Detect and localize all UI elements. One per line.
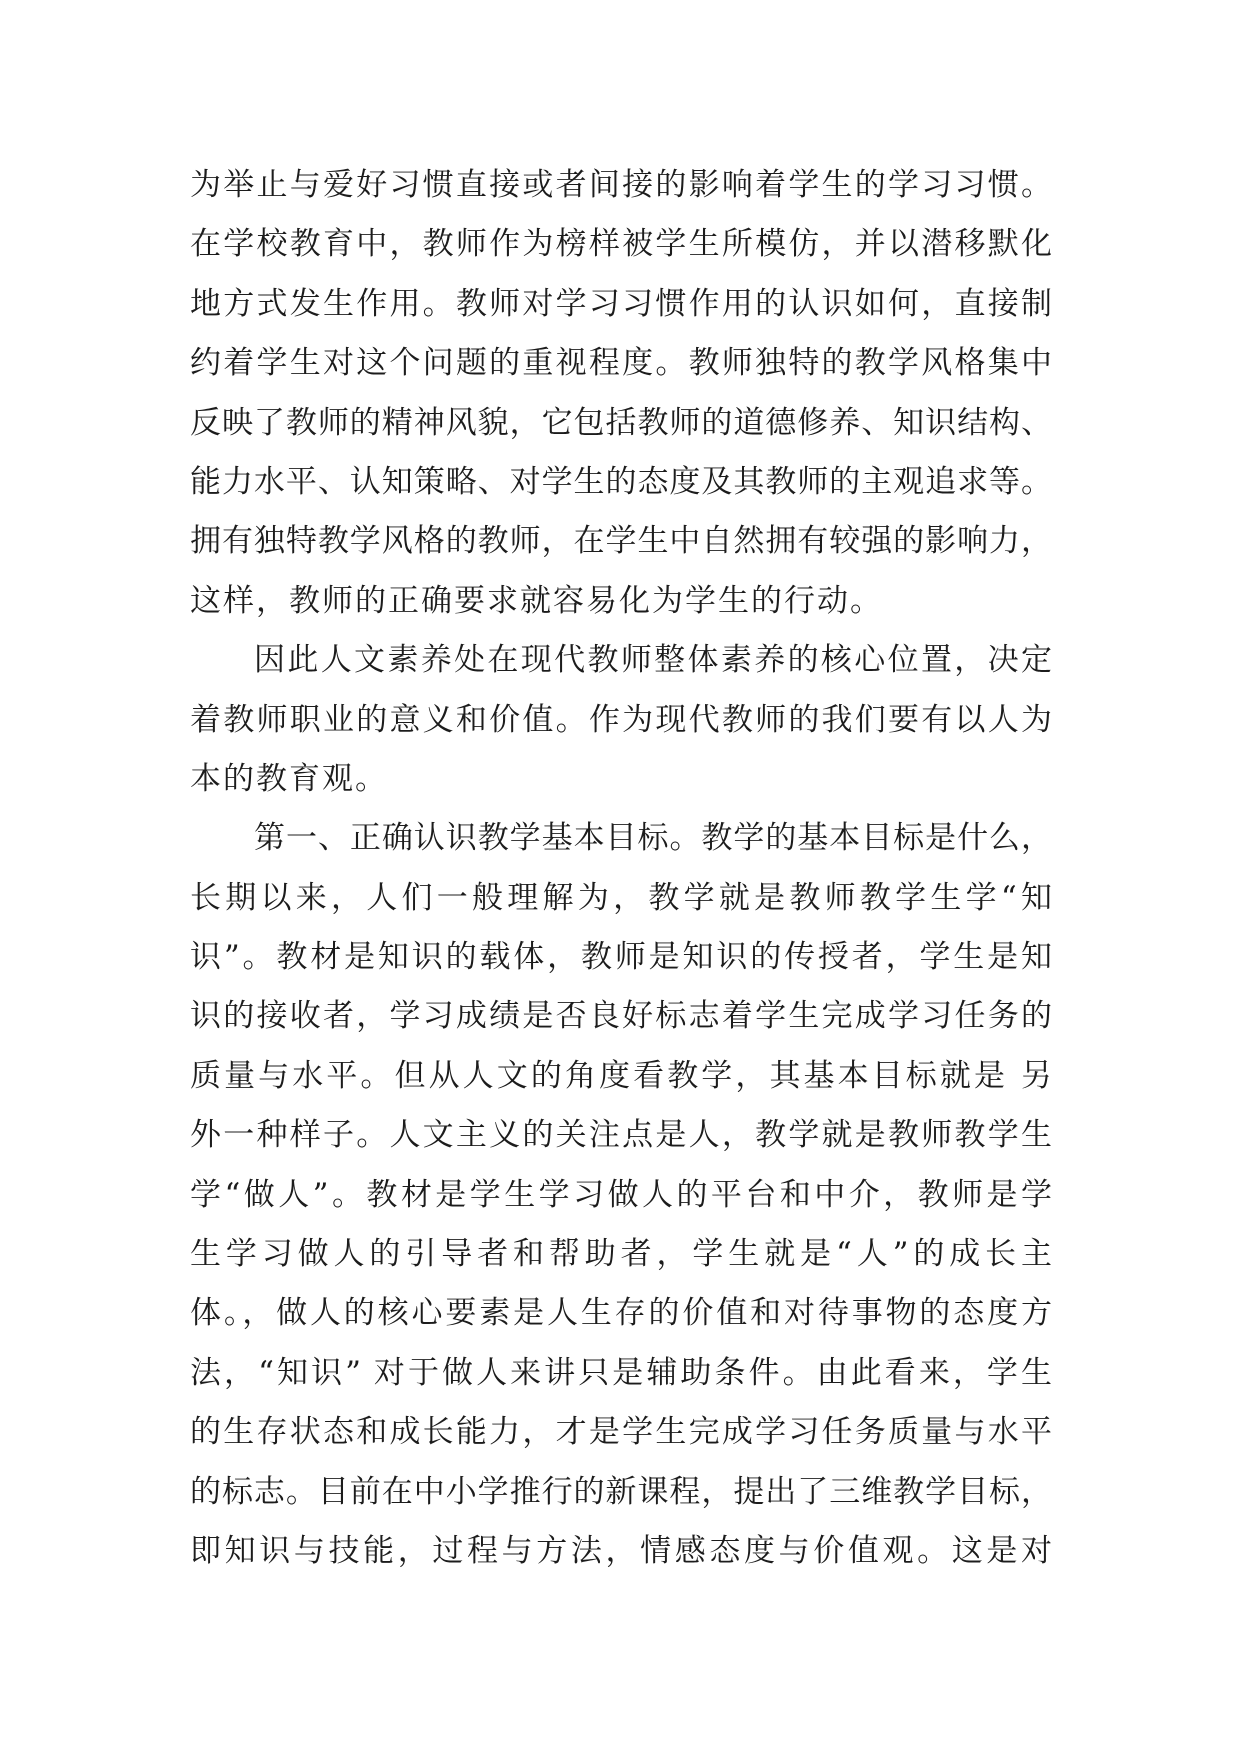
text-line: 为举止与爱好习惯直接或者间接的影响着学生的学习习惯。 bbox=[190, 167, 1052, 203]
text-line: 质量与水平。但从人文的角度看教学，其基本目标就是 另 bbox=[190, 1057, 1052, 1094]
text-line: 能力水平、认知策略、对学生的态度及其教师的主观追求等。 bbox=[190, 463, 1052, 500]
text-line: 地方式发生作用。教师对学习习惯作用的认识如何，直接制 bbox=[190, 285, 1052, 322]
text-line: 约着学生对这个问题的重视程度。教师独特的教学风格集中 bbox=[190, 345, 1052, 382]
text-line: 体。，做人的核心要素是人生存的价值和对待事物的态度方 bbox=[190, 1295, 1052, 1332]
text-line: 生学习做人的引导者和帮助者，学生就是“人”的成长主 bbox=[190, 1236, 1052, 1273]
text-line: 识”。教材是知识的载体，教师是知识的传授者，学生是知 bbox=[190, 939, 1052, 976]
text-line: 拥有独特教学风格的教师，在学生中自然拥有较强的影响力， bbox=[190, 523, 1052, 560]
text-line: 着教师职业的意义和价值。作为现代教师的我们要有以人为 bbox=[190, 701, 1052, 738]
text-line: 这样，教师的正确要求就容易化为学生的行动。 bbox=[190, 582, 883, 619]
text-line: 的生存状态和成长能力，才是学生完成学习任务质量与水平 bbox=[190, 1414, 1052, 1451]
text-line: 即知识与技能，过程与方法，情感态度与价值观。这是对 bbox=[190, 1532, 1052, 1569]
paragraph-first-line: 第一、正确认识教学基本目标。教学的基本目标是什么， bbox=[254, 820, 1052, 857]
text-line: 识的接收者，学习成绩是否良好标志着学生完成学习任务的 bbox=[190, 998, 1052, 1035]
text-line: 长期以来，人们一般理解为，教学就是教师教学生学“知 bbox=[190, 879, 1052, 916]
text-line: 本的教育观。 bbox=[190, 760, 388, 797]
body-text bbox=[190, 156, 1052, 1581]
text-line: 外一种样子。人文主义的关注点是人，教学就是教师教学生 bbox=[190, 1117, 1052, 1154]
text-line: 反映了教师的精神风貌，它包括教师的道德修养、知识结构、 bbox=[190, 404, 1052, 441]
text-line: 在学校教育中，教师作为榜样被学生所模仿，并以潜移默化 bbox=[190, 226, 1052, 263]
paragraph-first-line: 因此人文素养处在现代教师整体素养的核心位置，决定 bbox=[254, 642, 1052, 679]
text-line: 法，“知识” 对于做人来讲只是辅助条件。由此看来，学生 bbox=[190, 1354, 1052, 1391]
text-line: 学“做人”。教材是学生学习做人的平台和中介，教师是学 bbox=[190, 1176, 1052, 1213]
text-line: 的标志。目前在中小学推行的新课程，提出了三维教学目标， bbox=[190, 1473, 1052, 1510]
